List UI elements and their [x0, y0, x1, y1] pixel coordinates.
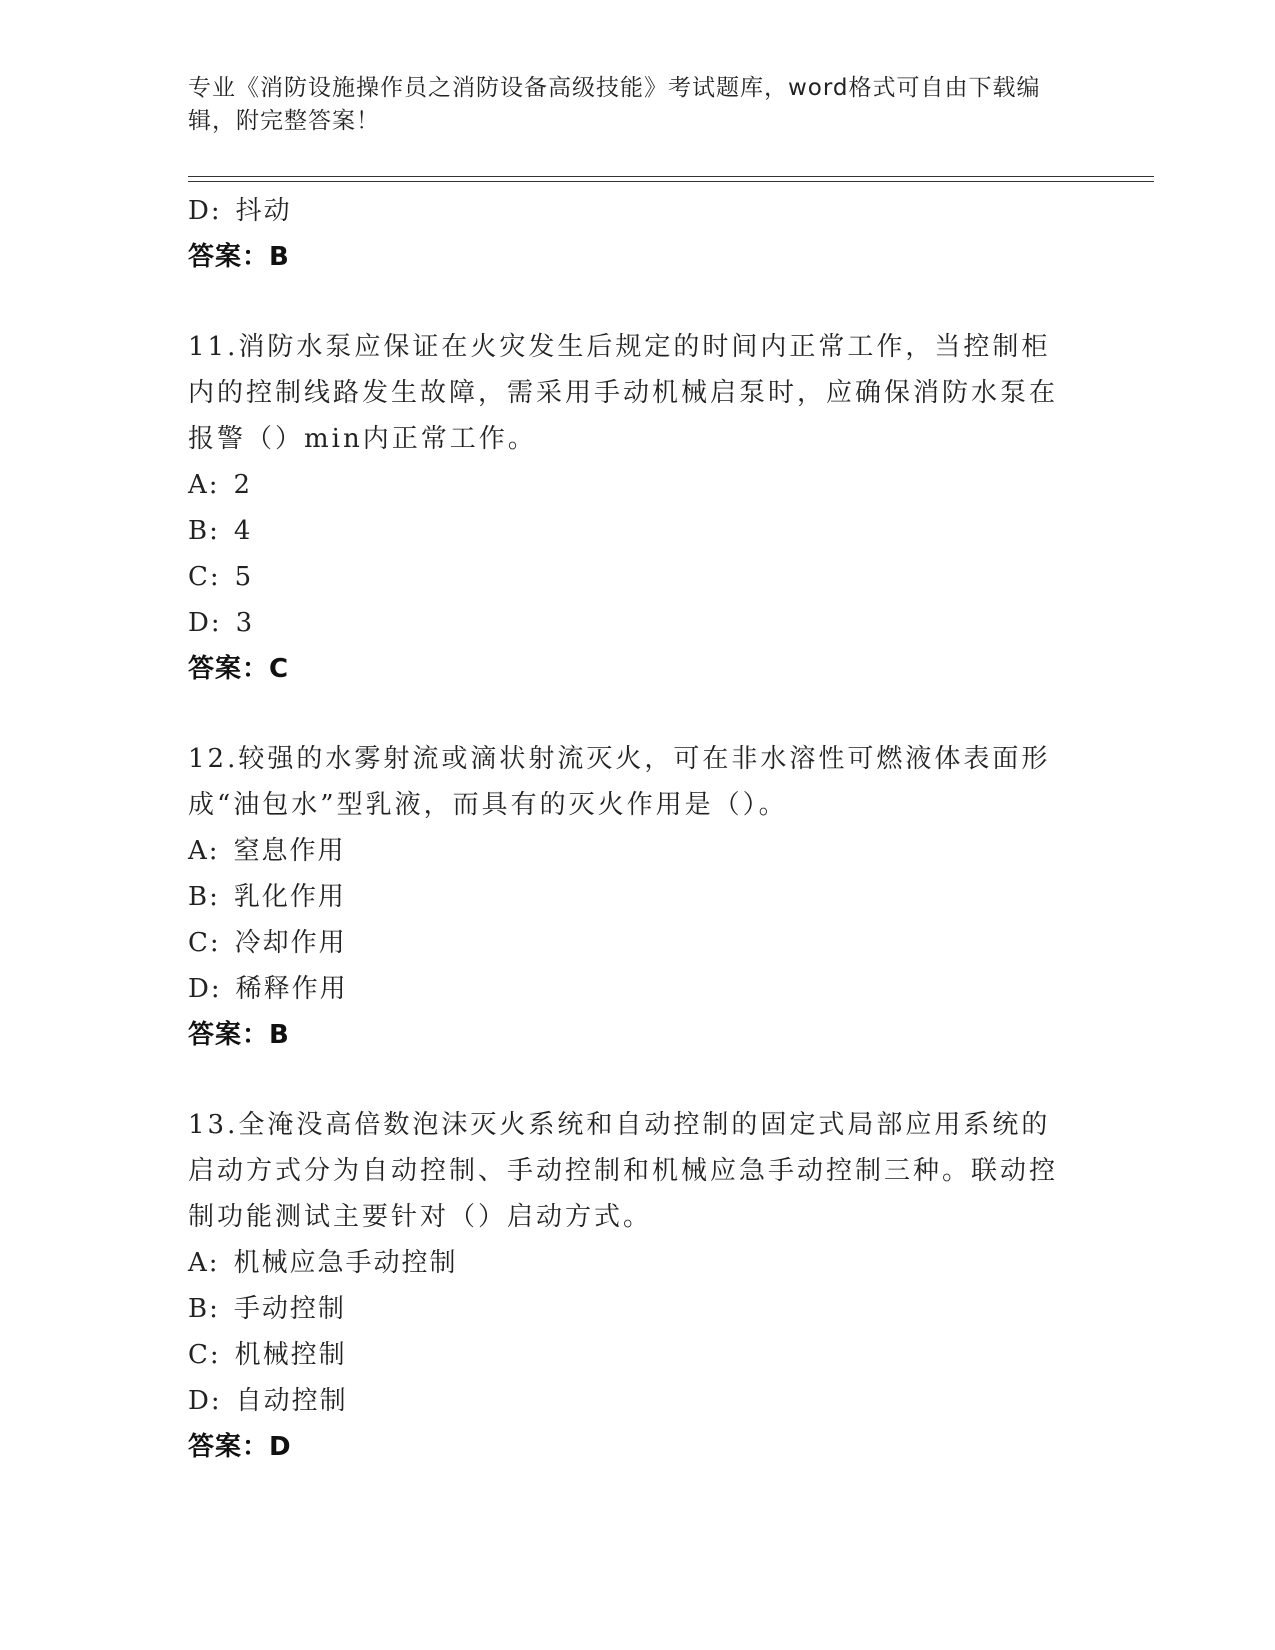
spacer [188, 1058, 1088, 1102]
option-letter: C [188, 1340, 210, 1370]
option-text: 手动控制 [233, 1294, 346, 1324]
option-letter: D [188, 974, 211, 1004]
answer-line: 答案：B [188, 1020, 290, 1050]
option-separator: : [209, 1294, 220, 1324]
answer-line: 答案：C [188, 654, 290, 684]
option-letter: D [188, 1386, 211, 1416]
option-text: 抖动 [235, 196, 292, 226]
question-10-tail [188, 188, 1088, 280]
option-separator: : [209, 516, 220, 546]
option-b [188, 1286, 1088, 1332]
option-b [188, 874, 1088, 920]
option-text: 机械应急手动控制 [233, 1248, 458, 1278]
option-text: 4 [233, 516, 253, 546]
option-letter: B [188, 516, 210, 546]
option-separator: : [210, 1386, 222, 1416]
spacer [188, 692, 1088, 736]
option-text: 自动控制 [235, 1386, 348, 1416]
page-header: 专业《消防设施操作员之消防设备高级技能》考试题库，word格式可自由下载编辑，附完整答案！ [188, 75, 1041, 134]
option-d [188, 966, 1088, 1012]
answer-line: 答案：D [188, 1432, 292, 1462]
question-stem: 12.较强的水雾射流或滴状射流灭火，可在非水溶性可燃液体表面形成“油包水”型乳液，而具有的灭火作用是（）。 [188, 744, 1051, 820]
option-d [188, 1378, 1088, 1424]
option-letter: C [188, 562, 210, 592]
option-text: 冷却作用 [234, 928, 347, 958]
option-separator: : [209, 882, 220, 912]
header-rule-bottom [188, 181, 1154, 182]
option-text: 5 [234, 562, 254, 592]
option-separator: : [210, 608, 222, 638]
option-a [188, 462, 1088, 508]
option-letter: A [188, 470, 209, 500]
option-separator: : [208, 1248, 220, 1278]
option-separator: : [209, 1340, 221, 1370]
question-12 [188, 736, 1088, 1058]
option-letter: A [188, 1248, 209, 1278]
option-letter: B [188, 882, 210, 912]
option-c [188, 920, 1088, 966]
option-separator: : [208, 836, 220, 866]
option-d [188, 600, 1088, 646]
header-rule-top [188, 176, 1154, 177]
question-stem: 11.消防水泵应保证在火灾发生后规定的时间内正常工作，当控制柜内的控制线路发生故障，需采用手动机械启泵时，应确保消防水泵在报警（）min内正常工作。 [188, 332, 1059, 454]
option-text: 稀释作用 [235, 974, 348, 1004]
option-letter: B [188, 1294, 210, 1324]
option-separator: : [210, 974, 222, 1004]
option-text: 2 [233, 470, 253, 500]
answer-line: 答案：B [188, 242, 290, 272]
question-stem: 13.全淹没高倍数泡沫灭火系统和自动控制的固定式局部应用系统的启动方式分为自动控制、手动控制和机械应急手动控制三种。联动控制功能测试主要针对（）启动方式。 [188, 1110, 1059, 1232]
option-d [188, 188, 1088, 234]
option-separator: : [208, 470, 220, 500]
option-letter: D [188, 196, 211, 226]
option-text: 3 [235, 608, 255, 638]
option-text: 窒息作用 [233, 836, 346, 866]
option-b [188, 508, 1088, 554]
option-letter: A [188, 836, 209, 866]
spacer [188, 280, 1088, 324]
question-list [188, 188, 1088, 1470]
option-c [188, 554, 1088, 600]
option-separator: : [209, 928, 221, 958]
option-separator: : [210, 196, 222, 226]
option-text: 乳化作用 [233, 882, 346, 912]
option-separator: : [209, 562, 221, 592]
question-13 [188, 1102, 1088, 1470]
option-text: 机械控制 [234, 1340, 347, 1370]
option-c [188, 1332, 1088, 1378]
question-11 [188, 324, 1088, 692]
option-a [188, 828, 1088, 874]
option-letter: D [188, 608, 211, 638]
option-a [188, 1240, 1088, 1286]
option-letter: C [188, 928, 210, 958]
